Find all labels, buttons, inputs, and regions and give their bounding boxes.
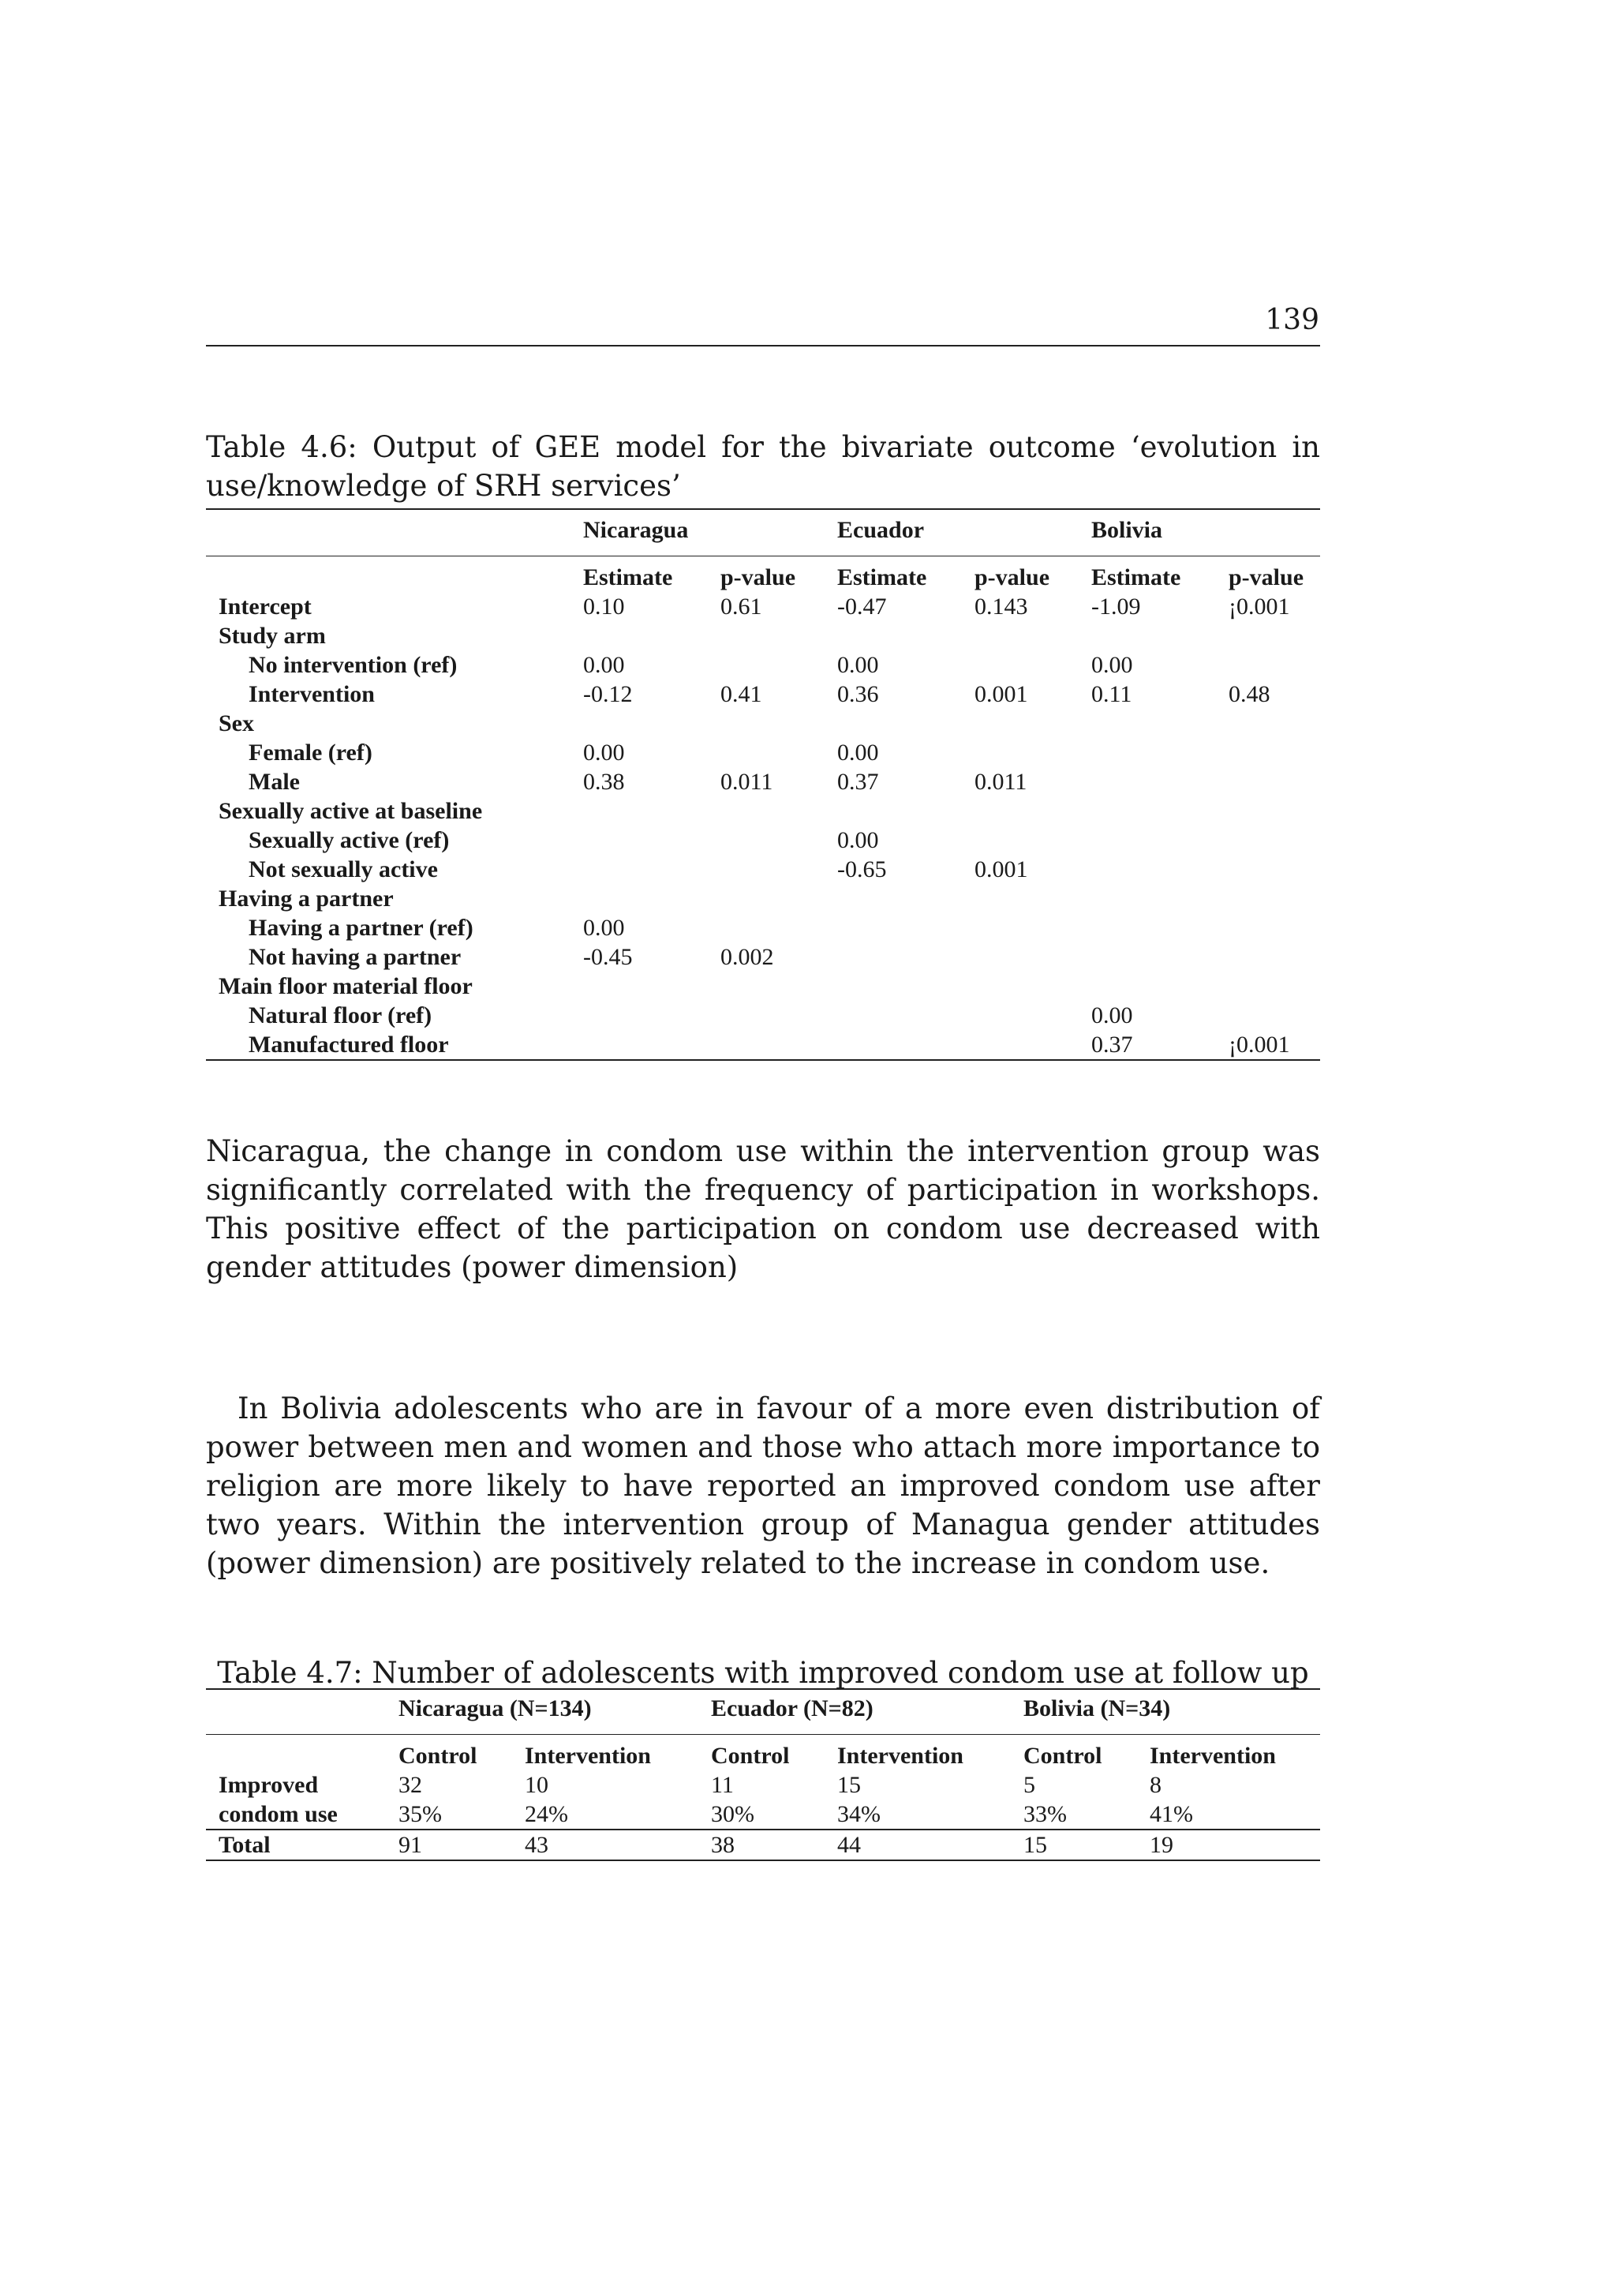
table-cell: 44 <box>837 1832 861 1858</box>
table-row <box>206 650 1320 680</box>
table-cell: 0.00 <box>583 740 625 766</box>
table-cell: 32 <box>398 1772 422 1798</box>
row-label: Female (ref) <box>249 740 372 766</box>
table-cell <box>708 913 825 942</box>
column-header: Control <box>711 1743 790 1769</box>
country-header: Bolivia (N=34) <box>1011 1689 1320 1735</box>
table-cell <box>1216 913 1320 942</box>
table-row <box>206 680 1320 709</box>
table-cell <box>962 796 1079 826</box>
table-cell <box>1216 738 1320 767</box>
corner-cell <box>206 509 570 556</box>
table-cell: 0.00 <box>1091 1002 1133 1028</box>
table-cell <box>1216 855 1320 884</box>
table-cell: 19 <box>1150 1832 1173 1858</box>
country-header: Ecuador <box>825 509 1079 556</box>
table-cell: 0.002 <box>720 944 774 970</box>
table-cell <box>1216 942 1320 972</box>
table-cell: 0.00 <box>583 652 625 678</box>
table-row <box>206 826 1320 855</box>
corner-cell <box>206 1689 386 1735</box>
table-cell <box>1216 796 1320 826</box>
table-row <box>206 855 1320 884</box>
row-label: Not having a partner <box>249 944 462 970</box>
table-cell <box>570 855 708 884</box>
table-cell <box>570 796 708 826</box>
table-cell <box>1079 855 1216 884</box>
table-4-6 <box>206 508 1320 1061</box>
column-header: p-value <box>1229 564 1304 590</box>
table-cell <box>825 913 962 942</box>
table-cell: 0.61 <box>720 594 762 620</box>
table-cell <box>1216 826 1320 855</box>
country-header: Ecuador (N=82) <box>698 1689 1011 1735</box>
table-cell <box>570 826 708 855</box>
table-cell: 0.00 <box>837 827 879 853</box>
row-label: Sex <box>219 710 254 736</box>
table-cell: 0.41 <box>720 681 762 707</box>
table-4-7-country-row <box>206 1689 1320 1735</box>
table-cell <box>825 1001 962 1030</box>
table-cell: -0.45 <box>583 944 633 970</box>
body-paragraph: Nicaragua, the change in condom use within the intervention group was significantly correlated with the frequency of participation in workshops. This positive effect of the participation on condom use decreased with gender attitudes (power dimension) <box>206 1134 1320 1284</box>
table-cell <box>1079 767 1216 796</box>
table-cell: 33% <box>1011 1800 1137 1830</box>
table-cell: 0.143 <box>974 594 1028 620</box>
country-header: Bolivia <box>1079 509 1320 556</box>
table-cell <box>962 709 1079 738</box>
table-cell <box>825 1030 962 1060</box>
table-row <box>206 767 1320 796</box>
table-row <box>206 709 1320 738</box>
table-cell: -1.09 <box>1091 594 1141 620</box>
column-header: Intervention <box>525 1743 651 1769</box>
table-cell: 0.11 <box>1091 681 1132 707</box>
row-label: Having a partner <box>219 886 394 912</box>
table-cell <box>708 1030 825 1060</box>
table-cell <box>1079 796 1216 826</box>
table-4-6-country-row <box>206 509 1320 556</box>
country-header: Nicaragua (N=134) <box>386 1689 698 1735</box>
table-cell <box>962 826 1079 855</box>
table-row <box>206 884 1320 913</box>
table-cell: -0.65 <box>837 856 887 882</box>
row-label: Study arm <box>219 623 326 649</box>
table-cell: 15 <box>1023 1832 1047 1858</box>
table-row <box>206 942 1320 972</box>
table-cell <box>1079 972 1216 1001</box>
table-cell <box>1079 738 1216 767</box>
row-label: Natural floor (ref) <box>249 1002 432 1028</box>
row-label: Intercept <box>219 594 312 620</box>
table-cell: 0.00 <box>837 652 879 678</box>
country-header: Nicaragua <box>570 509 825 556</box>
table-row <box>206 1800 1320 1830</box>
table-4-7 <box>206 1688 1320 1861</box>
table-cell <box>825 942 962 972</box>
table-cell <box>570 621 708 650</box>
table-cell: 30% <box>698 1800 825 1830</box>
column-header: Estimate <box>1091 564 1181 590</box>
table-cell: 43 <box>525 1832 548 1858</box>
table-row <box>206 621 1320 650</box>
column-header: Estimate <box>837 564 927 590</box>
row-label: Main floor material floor <box>219 973 473 999</box>
table-cell: 24% <box>512 1800 698 1830</box>
column-header: Control <box>1023 1743 1102 1769</box>
table-cell <box>708 796 825 826</box>
table-cell: 0.48 <box>1229 681 1270 707</box>
table-cell <box>708 972 825 1001</box>
table-cell <box>962 1001 1079 1030</box>
table-cell <box>1079 942 1216 972</box>
table-cell <box>708 855 825 884</box>
table-cell: 0.36 <box>837 681 879 707</box>
table-cell: -0.12 <box>583 681 633 707</box>
table-cell: 0.011 <box>720 769 773 795</box>
table-cell: 0.37 <box>1091 1032 1133 1058</box>
table-4-6-body <box>206 592 1320 1060</box>
table-cell: 0.001 <box>974 856 1028 882</box>
table-cell: 0.00 <box>583 915 625 941</box>
column-header: Intervention <box>1150 1743 1276 1769</box>
table-cell: 0.001 <box>974 681 1028 707</box>
table-cell <box>708 826 825 855</box>
column-header: p-value <box>720 564 796 590</box>
table-cell <box>570 972 708 1001</box>
table-cell <box>1216 972 1320 1001</box>
table-row <box>206 592 1320 621</box>
table-cell <box>1216 709 1320 738</box>
column-header: Intervention <box>837 1743 963 1769</box>
column-header: Estimate <box>583 564 673 590</box>
page-number: 139 <box>1265 304 1319 336</box>
table-cell: 35% <box>386 1800 512 1830</box>
column-header: p-value <box>974 564 1050 590</box>
table-row <box>206 796 1320 826</box>
table-4-6-caption: Table 4.6: Output of GEE model for the bivariate outcome ‘evolution in use/knowledge of SRH services’ <box>206 430 1320 503</box>
table-cell <box>1079 913 1216 942</box>
table-cell <box>825 796 962 826</box>
table-cell: 91 <box>398 1832 422 1858</box>
table-cell: 0.00 <box>837 740 879 766</box>
row-label: Male <box>249 769 300 795</box>
table-cell: 0.38 <box>583 769 625 795</box>
table-cell <box>962 1030 1079 1060</box>
table-row <box>206 972 1320 1001</box>
row-label: Improved <box>219 1772 319 1798</box>
row-label: Sexually active (ref) <box>249 827 450 853</box>
table-cell <box>825 709 962 738</box>
header-rule <box>206 345 1320 346</box>
table-cell: 41% <box>1137 1800 1320 1830</box>
table-cell: ¡0.001 <box>1229 594 1290 620</box>
table-cell <box>962 738 1079 767</box>
table-cell <box>1079 709 1216 738</box>
table-4-6-subheader-row <box>206 556 1320 593</box>
table-cell <box>825 884 962 913</box>
table-cell: 10 <box>525 1772 548 1798</box>
table-cell <box>825 972 962 1001</box>
table-cell <box>708 621 825 650</box>
table-cell <box>962 884 1079 913</box>
row-label: Intervention <box>249 681 375 707</box>
table-cell <box>962 621 1079 650</box>
table-cell: ¡0.001 <box>1229 1032 1290 1058</box>
table-cell: 0.37 <box>837 769 879 795</box>
table-cell <box>825 621 962 650</box>
table-cell: 8 <box>1150 1772 1162 1798</box>
table-cell <box>1079 826 1216 855</box>
table-cell: 0.10 <box>583 594 625 620</box>
table-cell <box>1216 884 1320 913</box>
row-label: condom use <box>206 1800 386 1830</box>
table-4-7-caption: Table 4.7: Number of adolescents with improved condom use at follow up <box>217 1656 1309 1690</box>
table-row <box>206 738 1320 767</box>
table-row <box>206 913 1320 942</box>
table-cell <box>708 1001 825 1030</box>
table-cell <box>1216 621 1320 650</box>
table-cell <box>708 738 825 767</box>
table-cell <box>708 709 825 738</box>
row-label: Total <box>219 1832 271 1858</box>
table-cell: 34% <box>825 1800 1011 1830</box>
table-cell <box>1079 884 1216 913</box>
table-cell <box>708 650 825 680</box>
table-cell <box>962 650 1079 680</box>
row-label: Sexually active at baseline <box>219 798 483 824</box>
table-cell <box>1216 767 1320 796</box>
row-label: Manufactured floor <box>249 1032 449 1058</box>
table-cell <box>570 709 708 738</box>
table-cell: -0.47 <box>837 594 887 620</box>
table-cell <box>1216 650 1320 680</box>
table-cell <box>1079 621 1216 650</box>
row-label: Having a partner (ref) <box>249 915 473 941</box>
body-paragraph: In Bolivia adolescents who are in favour of a more even distribution of power between men and women and those who attach more importance to religion are more likely to have reported an improved condom use after two years. Within the intervention group of Managua gender attitudes (power dimension) are positively related to the increase in condom use. <box>206 1391 1320 1580</box>
table-cell: 0.011 <box>974 769 1027 795</box>
row-label: No intervention (ref) <box>249 652 458 678</box>
table-cell: 0.00 <box>1091 652 1133 678</box>
table-cell <box>570 884 708 913</box>
table-cell: 11 <box>711 1772 734 1798</box>
table-cell: 5 <box>1023 1772 1035 1798</box>
column-header: Control <box>398 1743 477 1769</box>
table-row <box>206 1001 1320 1030</box>
table-row <box>206 1770 1320 1800</box>
row-label: Not sexually active <box>249 856 438 882</box>
table-4-7-subheader-row <box>206 1735 1320 1771</box>
table-cell <box>962 913 1079 942</box>
table-cell <box>962 942 1079 972</box>
table-total-row <box>206 1830 1320 1860</box>
table-cell <box>962 972 1079 1001</box>
table-cell: 38 <box>711 1832 735 1858</box>
table-cell <box>570 1001 708 1030</box>
table-row <box>206 1030 1320 1060</box>
table-cell: 15 <box>837 1772 861 1798</box>
table-cell <box>708 884 825 913</box>
table-cell <box>570 1030 708 1060</box>
table-cell <box>1216 1001 1320 1030</box>
